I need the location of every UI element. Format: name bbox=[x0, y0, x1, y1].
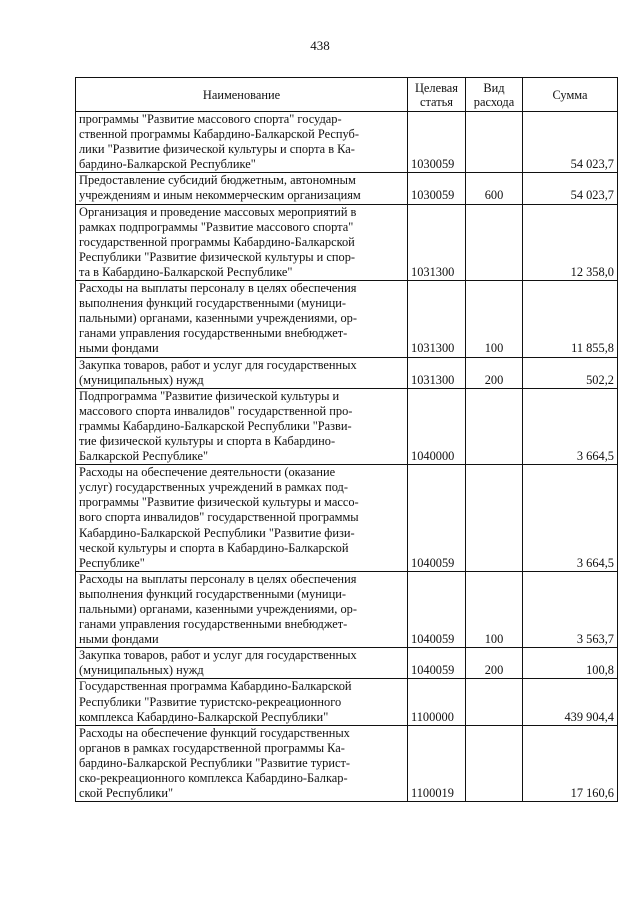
table-row bbox=[76, 679, 618, 725]
row-name bbox=[76, 281, 408, 357]
row-name-line: Кабардино-Балкарской Республики "Развитие физи- bbox=[79, 525, 355, 540]
table-row bbox=[76, 648, 618, 679]
row-sum: 3 664,5 bbox=[523, 465, 618, 572]
row-name-line: Расходы на обеспечение функций государственных bbox=[79, 725, 350, 740]
row-name bbox=[76, 173, 408, 204]
row-name-line: бардино-Балкарской Республики "Развитие турист- bbox=[79, 755, 351, 770]
row-name-line: услуг) государственных учреждений в рамках под- bbox=[79, 480, 348, 495]
row-target-article: 1100000 bbox=[408, 679, 466, 725]
row-name-line: государственной программы Кабардино-Балкарской bbox=[79, 234, 355, 249]
row-target-article: 1030059 bbox=[408, 112, 466, 173]
row-name-line: пальными) органами, казенными учреждениями, ор- bbox=[79, 602, 358, 616]
table-row bbox=[76, 112, 618, 173]
row-expense-type bbox=[466, 465, 523, 572]
row-expense-type: 600 bbox=[466, 173, 523, 204]
header-sum: Сумма bbox=[523, 78, 618, 112]
row-name-line: та в Кабардино-Балкарской Республике" bbox=[79, 264, 293, 279]
row-name-line: ными фондами bbox=[79, 341, 159, 356]
row-sum: 54 023,7 bbox=[523, 173, 618, 204]
row-name-line: (муниципальных) нужд bbox=[79, 372, 204, 387]
row-name-line: Республике" bbox=[79, 555, 145, 570]
row-name-line: ными фондами bbox=[79, 632, 159, 647]
row-name bbox=[76, 648, 408, 679]
table-row bbox=[76, 173, 618, 204]
row-name-line: Республики "Развитие физической культуры и спор- bbox=[79, 249, 356, 264]
row-name bbox=[76, 465, 408, 572]
row-expense-type: 100 bbox=[466, 281, 523, 357]
header-row bbox=[76, 78, 618, 112]
row-expense-type: 200 bbox=[466, 357, 523, 388]
row-sum: 3 563,7 bbox=[523, 571, 618, 647]
row-name-line: Предоставление субсидий бюджетным, автономным bbox=[79, 173, 356, 188]
row-target-article: 1031300 bbox=[408, 357, 466, 388]
row-target-article: 1040059 bbox=[408, 465, 466, 572]
row-name bbox=[76, 357, 408, 388]
row-name-line: лики "Развитие физической культуры и спорта в Ка- bbox=[79, 142, 355, 157]
row-expense-type bbox=[466, 679, 523, 725]
row-name-line: Подпрограмма "Развитие физической культуры и bbox=[79, 388, 340, 403]
row-name-line: граммы Кабардино-Балкарской Республики "Разви- bbox=[79, 418, 352, 433]
row-target-article: 1031300 bbox=[408, 281, 466, 357]
row-name-line: программы "Развитие массового спорта" государ- bbox=[79, 112, 342, 126]
row-name-line: учреждениям и иным некоммерческим организациям bbox=[79, 188, 361, 203]
row-name bbox=[76, 725, 408, 801]
row-name-line: тие физической культуры и спорта в Кабардино- bbox=[79, 433, 336, 448]
row-name-line: рамках подпрограммы "Развитие массового спорта" bbox=[79, 219, 354, 234]
row-sum: 3 664,5 bbox=[523, 388, 618, 464]
row-name-line: Организация и проведение массовых мероприятий в bbox=[79, 204, 357, 219]
row-name-line: Расходы на выплаты персоналу в целях обеспечения bbox=[79, 571, 357, 586]
row-name-line: ганами управления государственными внебюджет- bbox=[79, 326, 348, 341]
row-expense-type bbox=[466, 725, 523, 801]
row-name-line: ческой культуры и спорта в Кабардино-Балкарской bbox=[79, 540, 349, 555]
header-expense-type: Вид расхода bbox=[466, 78, 523, 112]
row-name-line: Расходы на обеспечение деятельности (оказание bbox=[79, 465, 336, 480]
row-sum: 17 160,6 bbox=[523, 725, 618, 801]
row-sum: 12 358,0 bbox=[523, 204, 618, 280]
table-row bbox=[76, 357, 618, 388]
row-expense-type bbox=[466, 112, 523, 173]
row-name-line: (муниципальных) нужд bbox=[79, 663, 204, 678]
row-name-line: выполнения функций государственными (муници- bbox=[79, 586, 346, 601]
page-number: 438 bbox=[310, 38, 330, 53]
row-target-article: 1100019 bbox=[408, 725, 466, 801]
row-name-line: органов в рамках государственной программы Ка- bbox=[79, 740, 345, 755]
table-row bbox=[76, 571, 618, 647]
budget-table bbox=[75, 77, 618, 802]
row-sum: 54 023,7 bbox=[523, 112, 618, 173]
row-name bbox=[76, 204, 408, 280]
row-name-line: программы "Развитие физической культуры и массо- bbox=[79, 495, 359, 510]
row-name-line: бардино-Балкарской Республике" bbox=[79, 157, 256, 172]
row-name-line: комплекса Кабардино-Балкарской Республики" bbox=[79, 709, 329, 724]
row-expense-type bbox=[466, 204, 523, 280]
row-expense-type: 100 bbox=[466, 571, 523, 647]
row-name-line: вого спорта инвалидов" государственной программы bbox=[79, 510, 359, 525]
row-expense-type: 200 bbox=[466, 648, 523, 679]
row-name-line: Республики "Развитие туристско-рекреационного bbox=[79, 694, 342, 709]
table-row bbox=[76, 281, 618, 357]
row-name-line: пальными) органами, казенными учреждениями, ор- bbox=[79, 311, 358, 326]
table-row bbox=[76, 388, 618, 464]
row-target-article: 1040059 bbox=[408, 571, 466, 647]
header-name: Наименование bbox=[76, 78, 408, 112]
row-target-article: 1040000 bbox=[408, 388, 466, 464]
row-name-line: Закупка товаров, работ и услуг для государственных bbox=[79, 648, 357, 663]
row-name-line: Балкарской Республике" bbox=[79, 449, 209, 464]
row-target-article: 1030059 bbox=[408, 173, 466, 204]
row-name-line: ственной программы Кабардино-Балкарской Респуб- bbox=[79, 127, 359, 142]
table-row bbox=[76, 725, 618, 801]
table-header bbox=[76, 78, 618, 112]
row-expense-type bbox=[466, 388, 523, 464]
row-name-line: выполнения функций государственными (муници- bbox=[79, 296, 346, 311]
row-sum: 439 904,4 bbox=[523, 679, 618, 725]
row-sum: 11 855,8 bbox=[523, 281, 618, 357]
row-name bbox=[76, 571, 408, 647]
row-name bbox=[76, 679, 408, 725]
row-name bbox=[76, 112, 408, 173]
table-row bbox=[76, 465, 618, 572]
row-name-line: массового спорта инвалидов" государственной про- bbox=[79, 403, 353, 418]
row-target-article: 1040059 bbox=[408, 648, 466, 679]
row-name bbox=[76, 388, 408, 464]
row-name-line: ганами управления государственными внебюджет- bbox=[79, 617, 348, 632]
table-body bbox=[76, 112, 618, 802]
row-name-line: ско-рекреационного комплекса Кабардино-Балкар- bbox=[79, 771, 348, 786]
row-name-line: Закупка товаров, работ и услуг для государственных bbox=[79, 357, 357, 372]
row-name-line: Государственная программа Кабардино-Балкарской bbox=[79, 679, 352, 694]
row-sum: 502,2 bbox=[523, 357, 618, 388]
row-name-line: Расходы на выплаты персоналу в целях обеспечения bbox=[79, 281, 357, 296]
table-row bbox=[76, 204, 618, 280]
row-target-article: 1031300 bbox=[408, 204, 466, 280]
row-name-line: ской Республики" bbox=[79, 786, 174, 801]
header-target-article: Целевая статья bbox=[408, 78, 466, 112]
row-sum: 100,8 bbox=[523, 648, 618, 679]
